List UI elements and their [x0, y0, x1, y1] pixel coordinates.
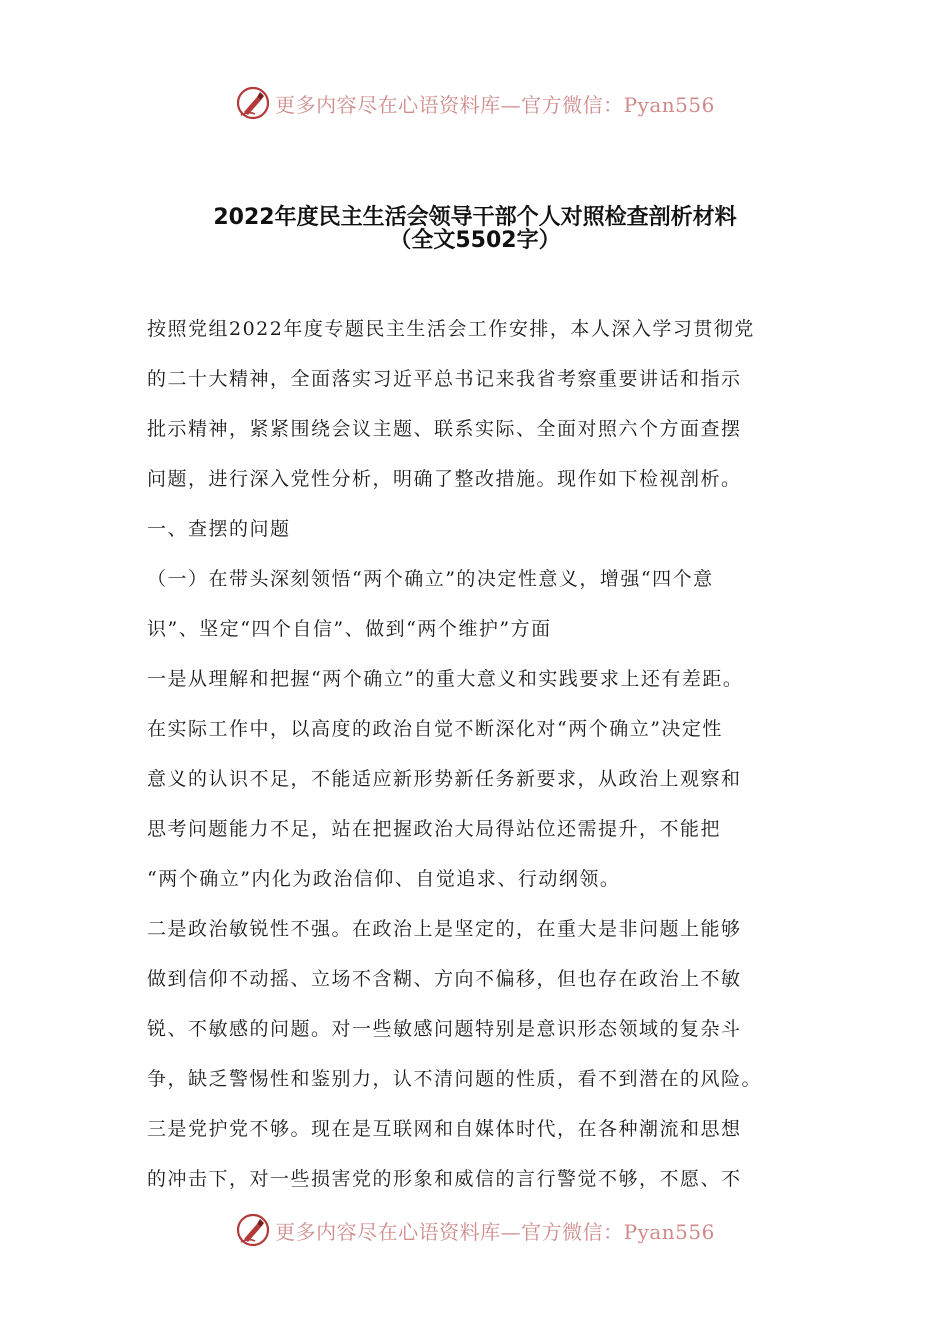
body-line: 在实际工作中，以高度的政治自觉不断深化对“两个确立”决定性 [147, 718, 723, 740]
pen-logo-icon [235, 85, 271, 121]
document-body [147, 304, 827, 1204]
pen-logo-icon [235, 1212, 271, 1248]
document-title: 2022年度民主生活会领导干部个人对照检查剖析材料 [213, 205, 737, 230]
body-line: 三是党护党不够。现在是互联网和自媒体时代，在各种潮流和思想 [147, 1118, 742, 1140]
body-line: 思考问题能力不足，站在把握政治大局得站位还需提升，不能把 [147, 818, 722, 840]
body-line: 按照党组2022年度专题民主生活会工作安排，本人深入学习贯彻党 [147, 318, 755, 340]
body-line: 的二十大精神，全面落实习近平总书记来我省考察重要讲话和指示 [147, 368, 742, 390]
subsection-heading: 识”、坚定“四个自信”、做到“两个维护”方面 [147, 618, 552, 640]
body-line: 做到信仰不动摇、立场不含糊、方向不偏移，但也存在政治上不敏 [147, 968, 742, 990]
body-line: “两个确立”内化为政治信仰、自觉追求、行动纲领。 [147, 868, 621, 890]
body-line: 批示精神，紧紧围绕会议主题、联系实际、全面对照六个方面查摆 [147, 418, 742, 440]
body-line: 的冲击下，对一些损害党的形象和威信的言行警觉不够，不愿、不 [147, 1168, 742, 1190]
body-line: 意义的认识不足，不能适应新形势新任务新要求，从政治上观察和 [147, 768, 742, 790]
document-subtitle: （全文5502字） [389, 228, 561, 253]
subsection-heading: （一）在带头深刻领悟“两个确立”的决定性意义，增强“四个意 [147, 568, 714, 590]
body-line: 一是从理解和把握“两个确立”的重大意义和实践要求上还有差距。 [147, 668, 744, 690]
watermark-banner-bottom [0, 1208, 950, 1252]
body-line: 问题，进行深入党性分析，明确了整改措施。现作如下检视剖析。 [147, 468, 742, 490]
watermark-banner-top [0, 81, 950, 125]
watermark-text: 更多内容尽在心语资料库—官方微信：Pyan556 [275, 92, 715, 117]
body-line: 二是政治敏锐性不强。在政治上是坚定的，在重大是非问题上能够 [147, 918, 742, 940]
watermark-text: 更多内容尽在心语资料库—官方微信：Pyan556 [275, 1219, 715, 1244]
section-heading: 一、查摆的问题 [147, 518, 291, 540]
body-line: 争，缺乏警惕性和鉴别力，认不清问题的性质，看不到潜在的风险。 [147, 1068, 763, 1090]
body-line: 锐、不敏感的问题。对一些敏感问题特别是意识形态领域的复杂斗 [147, 1018, 742, 1040]
